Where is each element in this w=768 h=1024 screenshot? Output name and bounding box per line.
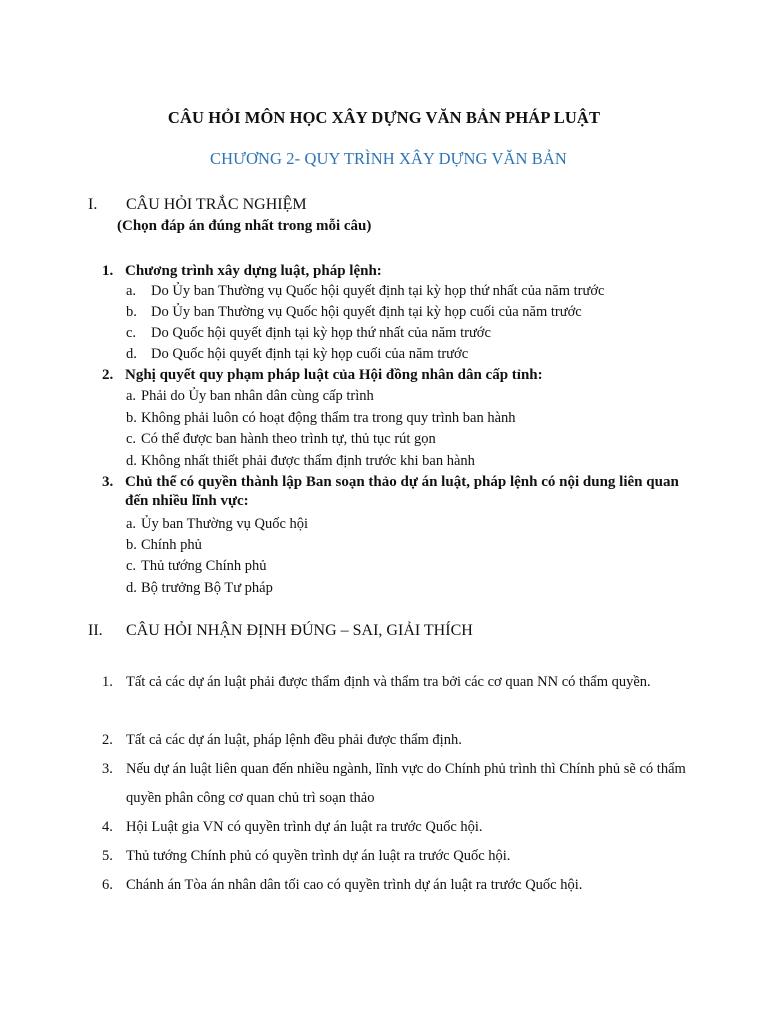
option-text: Ủy ban Thường vụ Quốc hội: [141, 516, 309, 532]
option-text: Chính phủ: [141, 537, 202, 553]
section-1-number: I.: [88, 196, 98, 213]
option-letter: b.: [126, 537, 137, 553]
option-text: Không nhất thiết phải được thẩm định trước khi ban hành: [141, 453, 475, 469]
option-letter: d.: [126, 453, 137, 469]
option-text: Thủ tướng Chính phủ: [141, 558, 267, 574]
question-text: Nghị quyết quy phạm pháp luật của Hội đồng nhân dân cấp tỉnh:: [125, 367, 543, 383]
option-letter: b.: [126, 410, 137, 426]
option-letter: c.: [126, 558, 137, 574]
statement-number: 1.: [102, 674, 113, 690]
statement-text: Chánh án Tòa án nhân dân tối cao có quyền trình dự án luật ra trước Quốc hội.: [126, 877, 583, 893]
option-text: Có thể được ban hành theo trình tự, thủ tục rút gọn: [141, 431, 436, 447]
option-text: Không phải luôn có hoạt động thẩm tra trong quy trình ban hành: [141, 410, 516, 426]
section-2-number: II.: [88, 622, 103, 639]
option-text: Do Quốc hội quyết định tại kỳ họp thứ nhất của năm trước: [151, 325, 491, 341]
question-number: 2.: [102, 367, 114, 383]
question-text: Chủ thể có quyền thành lập Ban soạn thảo dự án luật, pháp lệnh có nội dung liên quan đến nhiều lĩnh vực:: [125, 474, 679, 509]
section-2-title: CÂU HỎI NHẬN ĐỊNH ĐÚNG – SAI, GIẢI THÍCH: [126, 622, 473, 639]
option-letter: a.: [126, 516, 137, 532]
statement-1: [102, 668, 692, 697]
document-title: CÂU HỎI MÔN HỌC XÂY DỰNG VĂN BẢN PHÁP LUẬT: [167, 108, 601, 127]
option-letter: c.: [126, 325, 137, 341]
option-text: Bộ trưởng Bộ Tư pháp: [141, 580, 273, 596]
statement-2: [102, 726, 702, 755]
question-number: 1.: [102, 263, 114, 279]
statement-number: 3.: [102, 761, 113, 777]
question-1: [102, 262, 702, 281]
option-letter: a.: [126, 388, 137, 404]
option-text: Do Quốc hội quyết định tại kỳ họp cuối của năm trước: [151, 346, 469, 362]
statement-text: Tất cả các dự án luật, pháp lệnh đều phải được thẩm định.: [126, 732, 462, 748]
option-text: Phải do Ủy ban nhân dân cùng cấp trình: [141, 388, 374, 404]
option-text: Do Ủy ban Thường vụ Quốc hội quyết định tại kỳ họp thứ nhất của năm trước: [151, 283, 605, 299]
statement-4: [102, 813, 702, 842]
section-1-title: CÂU HỎI TRẮC NGHIỆM: [126, 196, 307, 213]
option-letter: d.: [126, 346, 137, 362]
statement-number: 6.: [102, 877, 113, 893]
statement-number: 2.: [102, 732, 113, 748]
question-number: 3.: [102, 474, 114, 490]
statement-number: 4.: [102, 819, 113, 835]
option-text: Do Ủy ban Thường vụ Quốc hội quyết định tại kỳ họp cuối của năm trước: [151, 304, 582, 320]
statement-text: Nếu dự án luật liên quan đến nhiều ngành, lĩnh vực do Chính phủ trình thì Chính phủ sẽ có thẩm quyền phân công cơ quan chủ trì soạn thảo: [126, 761, 686, 806]
option-letter: d.: [126, 580, 137, 596]
option-letter: b.: [126, 304, 137, 320]
question-2: [102, 366, 702, 385]
statement-text: Tất cả các dự án luật phải được thẩm định và thẩm tra bởi các cơ quan NN có thẩm quyền.: [126, 674, 651, 690]
question-text: Chương trình xây dựng luật, pháp lệnh:: [125, 263, 382, 279]
statement-text: Hội Luật gia VN có quyền trình dự án luật ra trước Quốc hội.: [126, 819, 483, 835]
statement-number: 5.: [102, 848, 113, 864]
section-1-instruction: (Chọn đáp án đúng nhất trong mỗi câu): [117, 218, 372, 234]
option-letter: a.: [126, 283, 137, 299]
statement-5: [102, 842, 702, 871]
statement-3: [102, 755, 690, 813]
statement-text: Thủ tướng Chính phủ có quyền trình dự án luật ra trước Quốc hội.: [126, 848, 511, 864]
question-3: [102, 473, 692, 511]
option-letter: c.: [126, 431, 137, 447]
chapter-heading: CHƯƠNG 2- QUY TRÌNH XÂY DỰNG VĂN BẢN: [210, 149, 567, 168]
statement-6: [102, 871, 702, 900]
